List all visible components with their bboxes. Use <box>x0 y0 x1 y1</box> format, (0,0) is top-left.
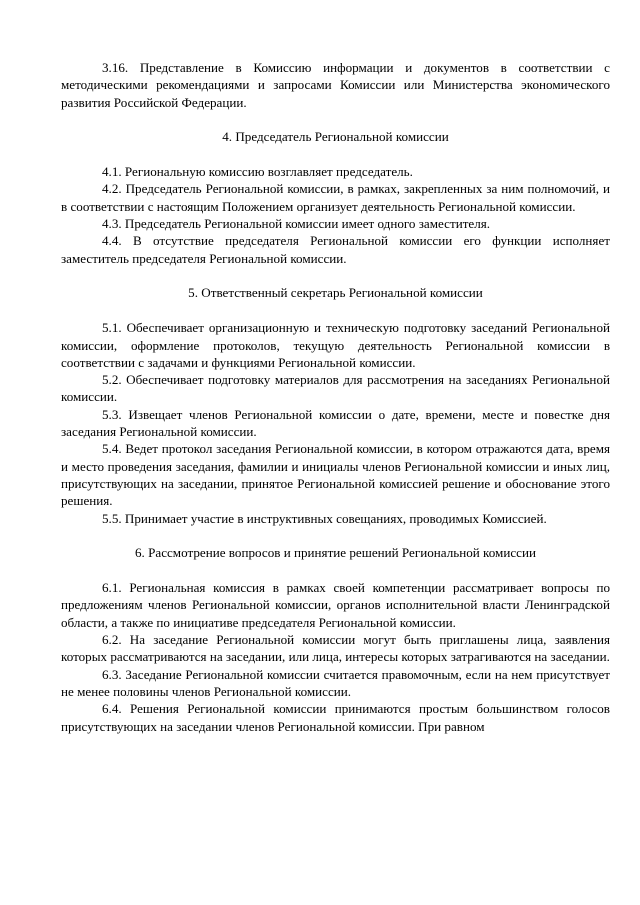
paragraph-4-2: 4.2. Председатель Региональной комиссии, в рамках, закрепленных за ним полномочий, и в соответствии с настоящим Положением организует деятельность Региональной комиссии. <box>61 181 610 214</box>
paragraph-5-1: 5.1. Обеспечивает организационную и техническую подготовку заседаний Региональной комиссии, оформление протоколов, текущую деятельность Региональной комиссии в соответствии с задачами и функциями Региональной комиссии. <box>61 320 610 370</box>
paragraph-4-1: 4.1. Региональную комиссию возглавляет председатель. <box>102 164 413 180</box>
paragraph-4-4: 4.4. В отсутствие председателя Региональной комиссии его функции исполняет заместитель председателя Региональной комиссии. <box>61 233 610 266</box>
paragraph-3-16: 3.16. Представление в Комиссию информации и документов в соответствии с методическими рекомендациями и запросами Комиссии или Министерства экономического развития Российской Федерации. <box>61 60 610 110</box>
paragraph-5-4: 5.4. Ведет протокол заседания Региональной комиссии, в котором отражаются дата, время и место проведения заседания, фамилии и инициалы членов Региональной комиссии и иных лиц, присутствующих на заседании, принятое Региональной комиссией решение и обоснование этого решения. <box>61 441 610 509</box>
paragraph-4-3: 4.3. Председатель Региональной комиссии имеет одного заместителя. <box>102 216 491 232</box>
paragraph-6-4: 6.4. Решения Региональной комиссии принимаются простым большинством голосов присутствующих на заседании членов Региональной комиссии. При равном <box>61 701 610 734</box>
section-heading-6: 6. Рассмотрение вопросов и принятие решений Региональной комиссии <box>135 544 536 560</box>
paragraph-5-3: 5.3. Извещает членов Региональной комиссии о дате, времени, месте и повестке дня заседания Региональной комиссии. <box>61 406 610 440</box>
paragraph-6-3: 6.3. Заседание Региональной комиссии считается правомочным, если на нем присутствует не менее половины членов Региональной комиссии. <box>61 666 610 699</box>
paragraph-5-2: 5.2. Обеспечивает подготовку материалов для рассмотрения на заседаниях Региональной комиссии. <box>61 372 610 405</box>
paragraph-6-2: 6.2. На заседание Региональной комиссии могут быть приглашены лица, заявления которых рассматриваются на заседании, или лица, интересы которых затрагиваются на заседании. <box>61 632 610 665</box>
paragraph-6-1: 6.1. Региональная комиссия в рамках своей компетенции рассматривает вопросы по предложениям членов Региональной комиссии, органов исполнительной власти Ленинградской области, а также по инициативе председателя Региональной комиссии. <box>61 580 610 630</box>
section-heading-5: 5. Ответственный секретарь Региональной комиссии <box>188 284 483 300</box>
document-page <box>61 59 610 735</box>
section-heading-4: 4. Председатель Региональной комиссии <box>222 128 449 144</box>
paragraph-5-5: 5.5. Принимает участие в инструктивных совещаниях, проводимых Комиссией. <box>102 510 547 526</box>
